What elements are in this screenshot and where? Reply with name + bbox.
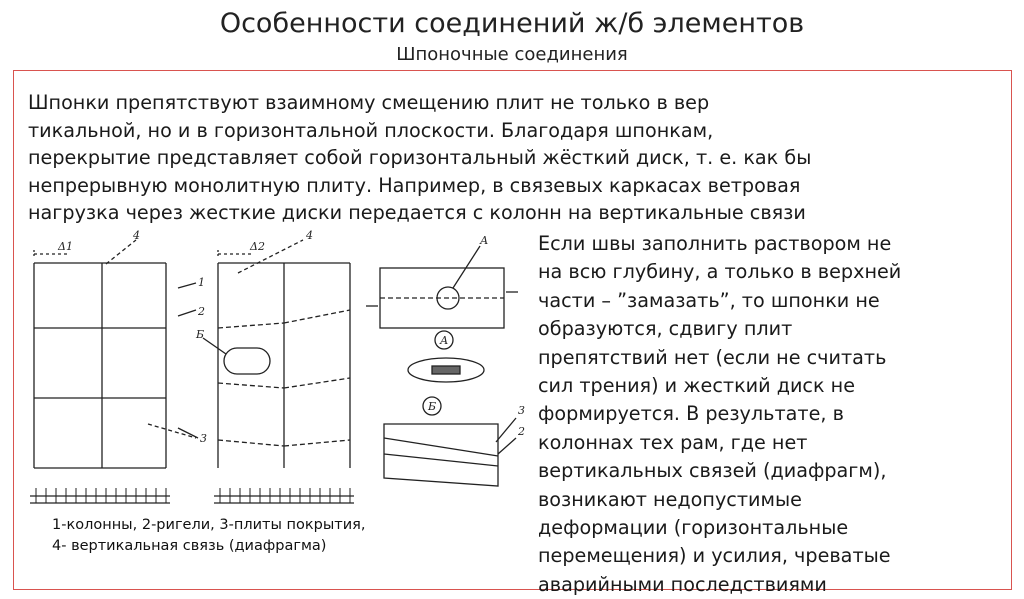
label-3-detail: 3: [518, 404, 525, 417]
label-2: 2: [198, 305, 205, 318]
label-4-plan1: 4: [133, 229, 140, 242]
label-a-circle: А: [440, 334, 449, 347]
label-delta1: Δ1: [58, 240, 73, 253]
label-3-plan1: 3: [200, 432, 207, 445]
label-a-detail: А: [480, 234, 489, 247]
label-delta2: Δ2: [250, 240, 265, 253]
label-b-plan2: Б: [196, 328, 205, 341]
drawing-legend: [52, 515, 522, 557]
page-subtitle: Шпоночные соединения: [396, 44, 628, 65]
main-paragraph: Шпонки препятствуют взаимному смещению плит не только в вер тикальной, но и в горизонтальной плоскости. Благодаря шпонкам, перекрытие представляет собой горизонтальный жёсткий диск, т. е. как бы непрерывную монолитную плиту. Например, в связевых каркасах ветровая нагрузка через жесткие диски передается с колонн на вертикальные связи: [28, 91, 812, 224]
label-b-circle: Б: [428, 400, 437, 413]
label-2-detail: 2: [518, 425, 525, 438]
plan-2-frame: [203, 240, 354, 503]
label-1: 1: [198, 276, 205, 289]
side-paragraph: Если швы заполнить раствором не на всю глубину, а только в верхней части – ”замазать”, то шпонки не образуются, сдвигу плит препятствий нет (если не считать сил трения) и жесткий диск не формируется. В результате, в колоннах тех рам, где нет вертикальных связей (диафрагм), возникают недопустимые деформации (горизонтальные перемещения) и усилия, чреватые аварийными последствиями: [538, 232, 902, 596]
legend-line-1: 1-колонны, 2-ригели, 3-плиты покрытия,: [52, 517, 366, 533]
label-4-plan2: 4: [306, 229, 313, 242]
joint-details: [366, 246, 518, 486]
legend-line-2: 4- вертикальная связь (диафрагма): [52, 538, 327, 554]
plan-1-frame: [30, 240, 198, 503]
structural-drawing: [28, 228, 533, 518]
page-title: Особенности соединений ж/б элементов: [219, 8, 805, 39]
